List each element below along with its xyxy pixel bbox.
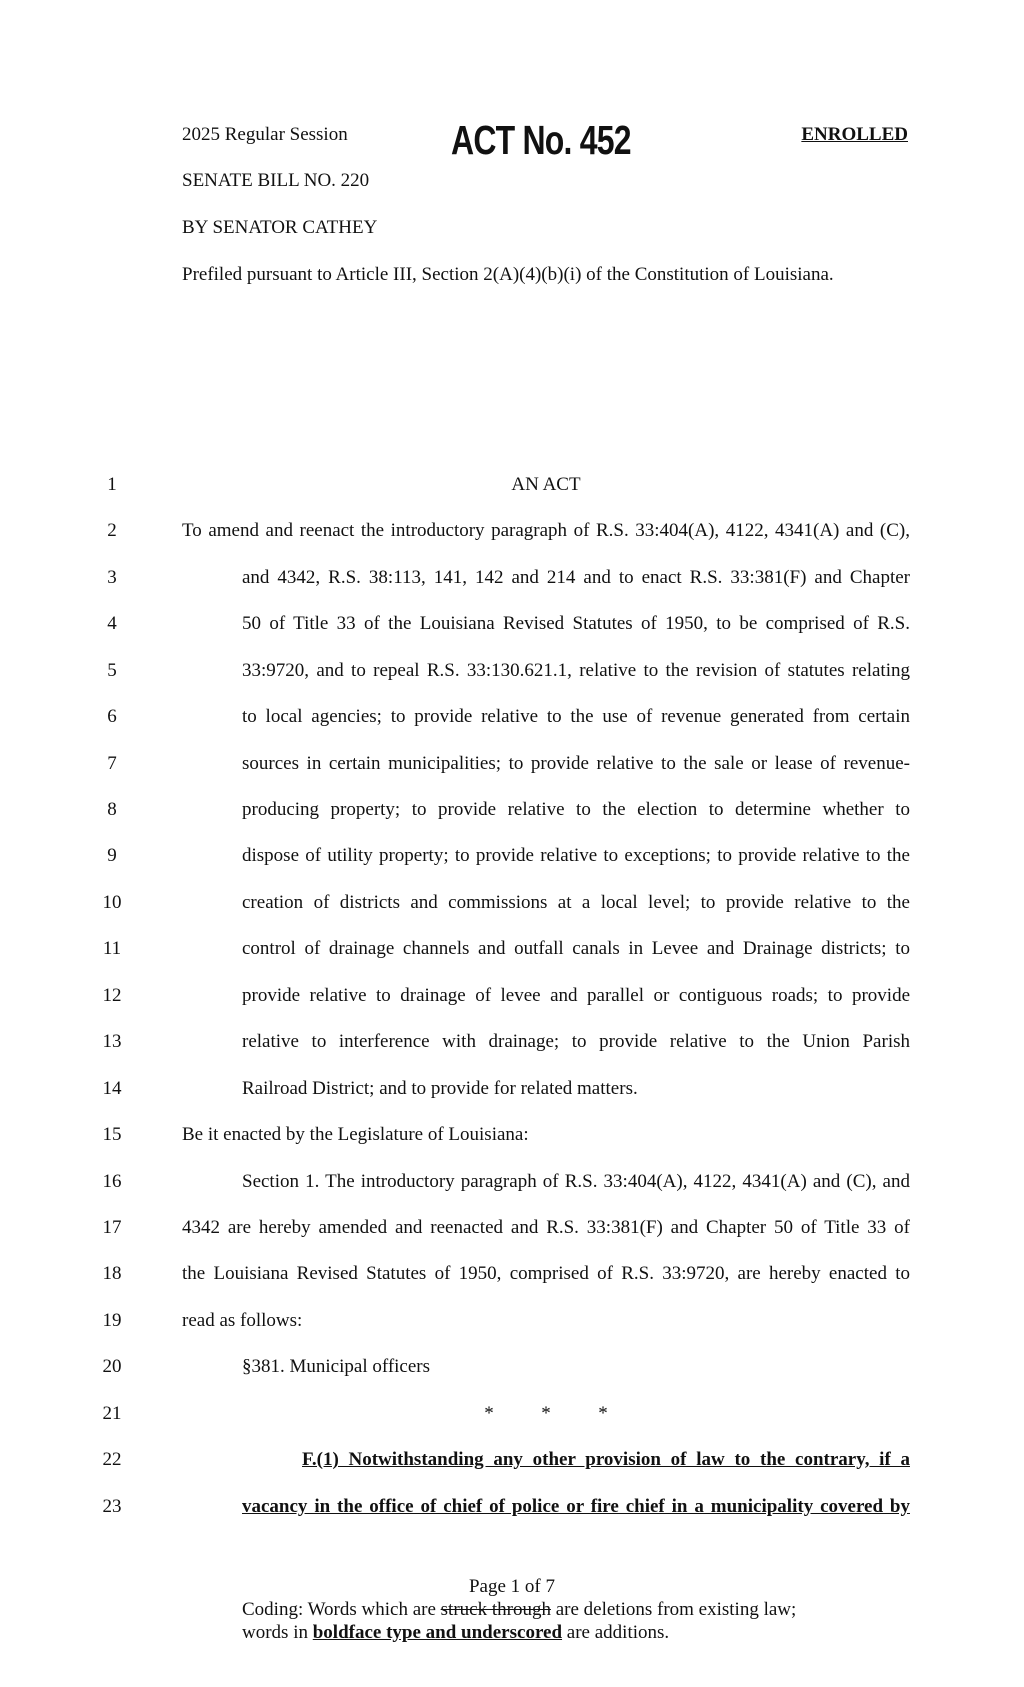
coding-legend-line-1 [242,1600,796,1619]
body-line: provide relative to drainage of levee and parallel or contiguous roads; to provide [242,985,910,1006]
act-heading: AN ACT [511,474,581,495]
line-number: 13 [102,1031,122,1052]
line-number: 3 [107,567,117,588]
line-number: 21 [102,1403,122,1424]
line-number: 17 [102,1217,122,1238]
line-number: 2 [107,520,117,541]
line-number: 10 [102,892,122,913]
section-heading: §381. Municipal officers [242,1356,431,1377]
body-line: Section 1. The introductory paragraph of R.S. 33:404(A), 4122, 4341(A) and (C), and [242,1171,910,1192]
body-line: sources in certain municipalities; to provide relative to the sale or lease of revenue- [242,753,910,774]
enacting-clause: Be it enacted by the Legislature of Louisiana: [182,1124,529,1145]
body-line: and 4342, R.S. 38:113, 141, 142 and 214 and to enact R.S. 33:381(F) and Chapter [242,567,910,588]
line-number: 5 [107,660,117,681]
added-text-line: vacancy in the office of chief of police or fire chief in a municipality covered by [242,1496,910,1517]
added-text-line: F.(1) Notwithstanding any other provision of law to the contrary, if a [302,1449,910,1470]
line-number: 14 [102,1078,122,1099]
line-number: 15 [102,1124,122,1145]
line-number: 23 [102,1496,122,1517]
line-number: 7 [107,753,117,774]
bill-author: BY SENATOR CATHEY [182,217,378,238]
body-line: read as follows: [182,1310,303,1331]
line-number: 19 [102,1310,122,1331]
words-in: words in [242,1622,308,1643]
session-label: 2025 Regular Session [182,124,348,145]
coding-suffix: are additions. [566,1622,670,1643]
body-line: to local agencies; to provide relative to the use of revenue generated from certain [242,706,910,727]
act-title: ACT No. 452 [451,117,631,163]
line-number: 9 [107,845,117,866]
enrolled-badge: ENROLLED [801,124,908,145]
line-number: 12 [102,985,122,1006]
line-number: 16 [102,1171,122,1192]
body-line: producing property; to provide relative to the election to determine whether to [242,799,910,820]
body-line: 33:9720, and to repeal R.S. 33:130.621.1, relative to the revision of statutes relating [242,660,910,681]
prefiled-note: Prefiled pursuant to Article III, Section 2(A)(4)(b)(i) of the Constitution of Louisiana. [182,264,834,285]
body-line: 4342 are hereby amended and reenacted and R.S. 33:381(F) and Chapter 50 of Title 33 of [182,1217,910,1238]
body-line: creation of districts and commissions at a local level; to provide relative to the [242,892,910,913]
body-line: the Louisiana Revised Statutes of 1950, comprised of R.S. 33:9720, are hereby enacted to [182,1263,910,1284]
coding-mid: are deletions from existing law; [555,1599,797,1620]
line-number: 18 [102,1263,122,1284]
line-number: 8 [107,799,117,820]
line-number: 20 [102,1356,122,1377]
omission-stars: * * * [484,1403,608,1424]
line-number: 11 [102,938,122,959]
body-line: To amend and reenact the introductory paragraph of R.S. 33:404(A), 4122, 4341(A) and (C), [182,520,910,541]
coding-prefix: Coding: Words which are [242,1599,436,1620]
line-number: 1 [107,474,117,495]
page-number: Page 1 of 7 [468,1576,555,1597]
coding-legend-line-2 [242,1623,669,1642]
body-line: dispose of utility property; to provide relative to exceptions; to provide relative to the [242,845,910,866]
bold-example: boldface type and underscored [312,1622,563,1643]
body-line: Railroad District; and to provide for related matters. [242,1078,638,1099]
body-line: relative to interference with drainage; to provide relative to the Union Parish [242,1031,910,1052]
body-line: 50 of Title 33 of the Louisiana Revised Statutes of 1950, to be comprised of R.S. [242,613,910,634]
struck-example: struck through [440,1599,551,1620]
line-number: 6 [107,706,117,727]
line-number: 22 [102,1449,122,1470]
body-line: control of drainage channels and outfall canals in Levee and Drainage districts; to [242,938,910,959]
bill-number: SENATE BILL NO. 220 [182,170,370,191]
line-number: 4 [107,613,117,634]
